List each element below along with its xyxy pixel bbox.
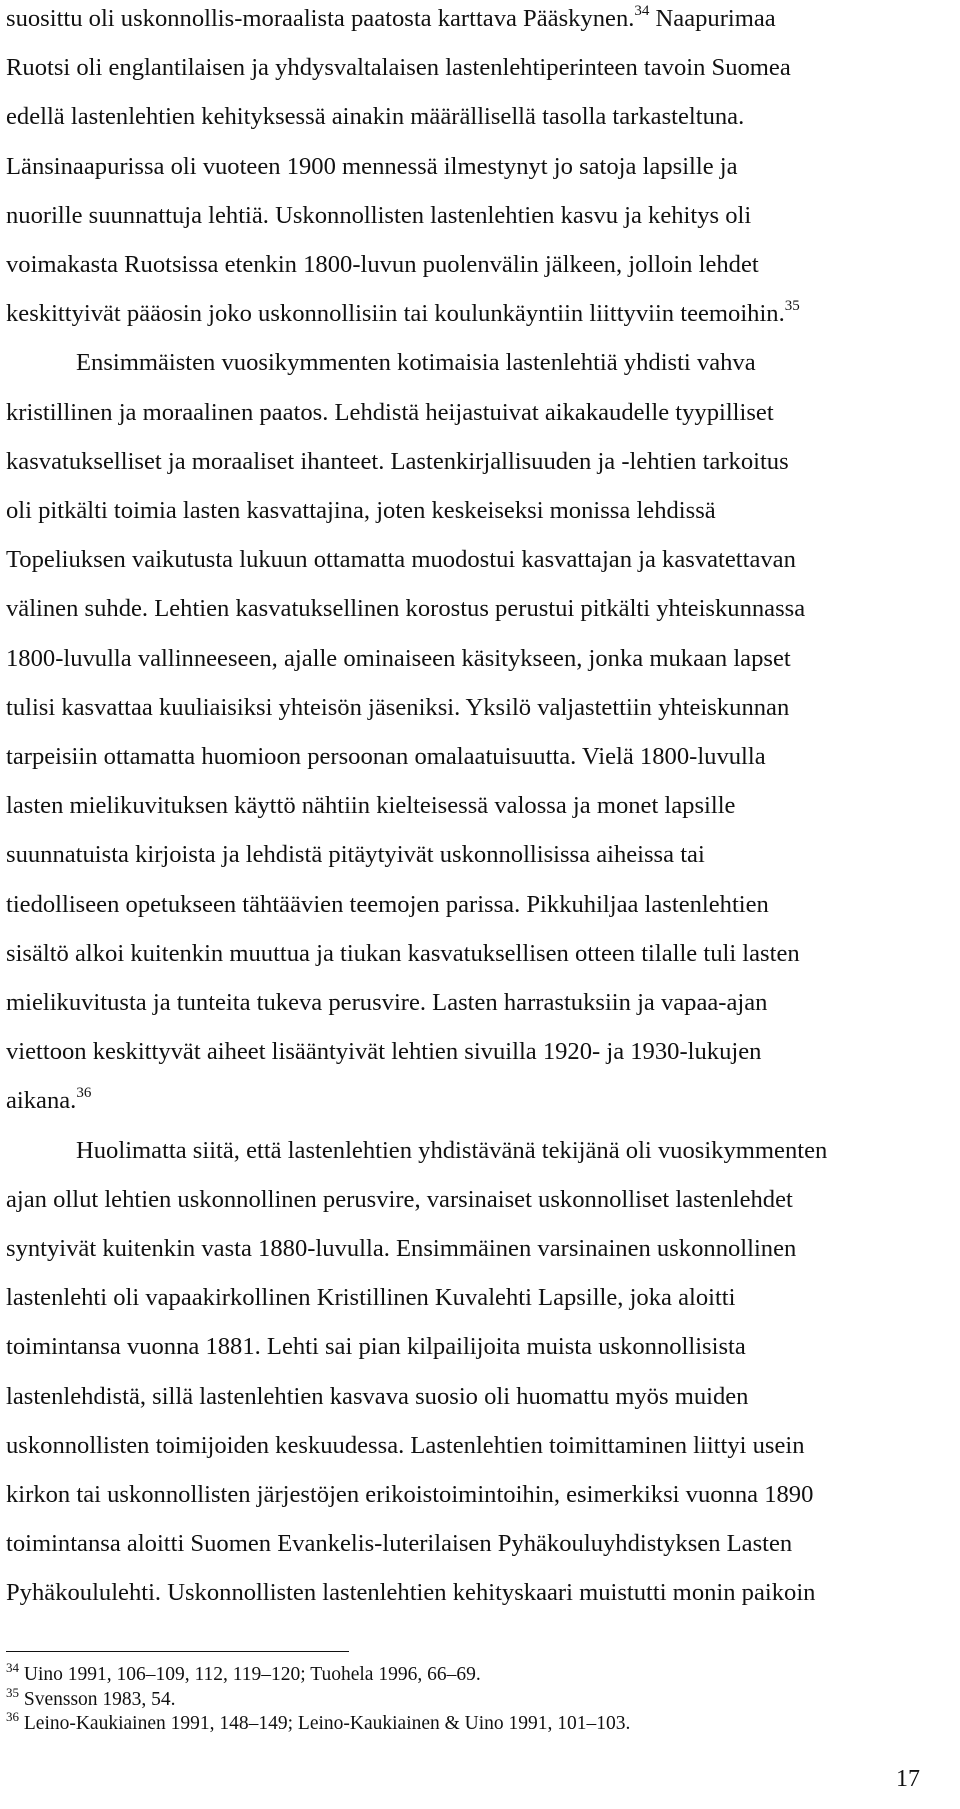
body-text-line [6,447,789,477]
body-text: toimintansa aloitti Suomen Evankelis-luterilaisen Pyhäkouluyhdistyksen Lasten [6,1530,793,1558]
footnote-reference: 36 [76,1085,92,1102]
body-text: Huolimatta siitä, että lastenlehtien yhdistävänä tekijänä oli vuosikymmenten [76,1136,828,1164]
body-text-line [6,1283,735,1313]
body-text: Pyhäkoululehti. Uskonnollisten lastenlehtien kehityskaari muistutti monin paikoin [6,1579,816,1607]
body-text-line [6,152,738,182]
body-text: keskittyivät pääosin joko uskonnollisiin tai koulunkäyntiin liittyviin teemoihin. [6,300,785,328]
body-text: lasten mielikuvituksen käyttö nähtiin kielteisessä valossa ja monet lapsille [6,792,736,820]
body-text: tulisi kasvattaa kuuliaisiksi yhteisön jäseniksi. Yksilö valjastettiin yhteiskunnan [6,693,790,721]
body-text: viettoon keskittyvät aiheet lisääntyivät lehtien sivuilla 1920- ja 1930-lukujen [6,1038,762,1066]
footnote-number: 34 [6,1660,19,1675]
page-number: 17 [896,1766,920,1792]
body-text-line [6,1382,748,1412]
body-text: voimakasta Ruotsissa etenkin 1800-luvun puolenvälin jälkeen, jolloin lehdet [6,251,759,278]
body-text: sisältö alkoi kuitenkin muuttua ja tiukan kasvatuksellisen otteen tilalle tuli lasten [6,939,800,967]
body-text-line [6,742,766,772]
body-text: ajan ollut lehtien uskonnollinen perusvire, varsinaiset uskonnolliset lastenlehdet [6,1185,793,1213]
body-text: oli pitkälti toimia lasten kasvattajina, joten keskeiseksi monissa lehdissä [6,497,716,524]
body-text-line [6,1578,815,1608]
body-text-line [6,890,769,920]
body-text: suunnatuista kirjoista ja lehdistä pitäytyivät uskonnollisissa aiheissa tai [6,841,705,869]
body-text: uskonnollisten toimijoiden keskuudessa. Lastenlehtien toimittaminen liittyi usein [6,1431,805,1459]
body-text-line [6,1431,805,1461]
body-text-line [76,348,756,378]
footnote-reference: 35 [784,298,800,315]
body-text-line [6,398,774,428]
body-text: tiedolliseen opetukseen tähtäävien teemojen parissa. Pikkuhiljaa lastenlehtien [6,890,769,918]
body-text: tarpeisiin ottamatta huomioon persoonan omalaatuisuutta. Vielä 1800-luvulla [6,743,766,770]
body-text: Ensimmäisten vuosikymmenten kotimaisia lastenlehtiä yhdisti vahva [76,349,756,377]
body-text-line [6,693,789,723]
body-text-line [6,1480,813,1510]
body-text: välinen suhde. Lehtien kasvatuksellinen korostus perustui pitkälti yhteiskunnassa [6,595,806,623]
body-text: Topeliuksen vaikutusta lukuun ottamatta muodostui kasvattajan ja kasvatettavan [6,546,796,574]
body-text-line [6,201,751,231]
footnote-separator [6,1651,349,1652]
body-text-line [6,644,791,674]
body-text-line [6,1234,796,1264]
body-text-line [6,102,744,132]
footnote-text: Leino-Kaukiainen 1991, 148–149; Leino-Kaukiainen & Uino 1991, 101–103. [23,1713,631,1734]
body-text: suosittu oli uskonnollis-moraalista paatosta karttava Pääskynen. [6,5,635,32]
body-text: aikana. [6,1087,77,1115]
body-text: kristillinen ja moraalinen paatos. Lehdistä heijastuivat aikakaudelle tyypilliset [6,398,774,426]
body-text-line [6,791,735,821]
footnote-text: Svensson 1983, 54. [23,1688,176,1710]
body-text-line [6,545,796,575]
footnote-reference: 34 [634,3,650,19]
body-text-line [6,840,705,870]
body-text: nuorille suunnattuja lehtiä. Uskonnollisten lastenlehtien kasvu ja kehitys oli [6,201,752,229]
body-text-line [6,496,716,526]
body-text-line [6,299,800,329]
body-text-line [6,939,800,969]
body-text-line [6,988,767,1018]
footnote-number: 35 [6,1684,19,1700]
body-text-line [76,1136,827,1166]
body-text: lastenlehdistä, sillä lastenlehtien kasvava suosio oli huomattu myös muiden [6,1382,749,1410]
body-text-line [6,53,791,83]
footnote-text: Uino 1991, 106–109, 112, 119–120; Tuohela 1996, 66–69. [23,1664,481,1685]
body-text: 1800-luvulla vallinneeseen, ajalle ominaiseen käsitykseen, jonka mukaan lapset [6,644,791,672]
body-text-line [6,1037,761,1067]
body-text: Ruotsi oli englantilaisen ja yhdysvaltalaisen lastenlehtiperinteen tavoin Suomea [6,54,791,82]
footnote-number: 36 [6,1709,19,1724]
body-text: kasvatukselliset ja moraaliset ihanteet. Lastenkirjallisuuden ja -lehtien tarkoitus [6,447,789,475]
body-text-line [6,1086,91,1116]
body-text-line [6,1332,746,1362]
body-text-line [6,4,776,34]
body-text: Länsinaapurissa oli vuoteen 1900 mennessä ilmestynyt jo satoja lapsille ja [6,152,738,180]
footnote [6,1660,481,1687]
body-text: kirkon tai uskonnollisten järjestöjen erikoistoimintoihin, esimerkiksi vuonna 1890 [6,1481,814,1508]
body-text: edellä lastenlehtien kehityksessä ainakin määrällisellä tasolla tarkasteltuna. [6,103,745,131]
body-text: syntyivät kuitenkin vasta 1880-luvulla. Ensimmäinen varsinainen uskonnollinen [6,1235,797,1262]
body-text: lastenlehti oli vapaakirkollinen Kristillinen Kuvalehti Lapsille, joka aloitti [6,1284,736,1312]
body-text-line [6,250,759,280]
body-text-line [6,1529,792,1559]
body-text: Naapurimaa [649,5,776,32]
footnote [6,1709,631,1736]
body-text: toimintansa vuonna 1881. Lehti sai pian kilpailijoita muista uskonnollisista [6,1333,746,1361]
body-text: mielikuvitusta ja tunteita tukeva perusvire. Lasten harrastuksiin ja vapaa-ajan [6,989,768,1016]
body-text-line [6,1185,793,1215]
footnote [6,1684,176,1712]
body-text-line [6,594,805,624]
